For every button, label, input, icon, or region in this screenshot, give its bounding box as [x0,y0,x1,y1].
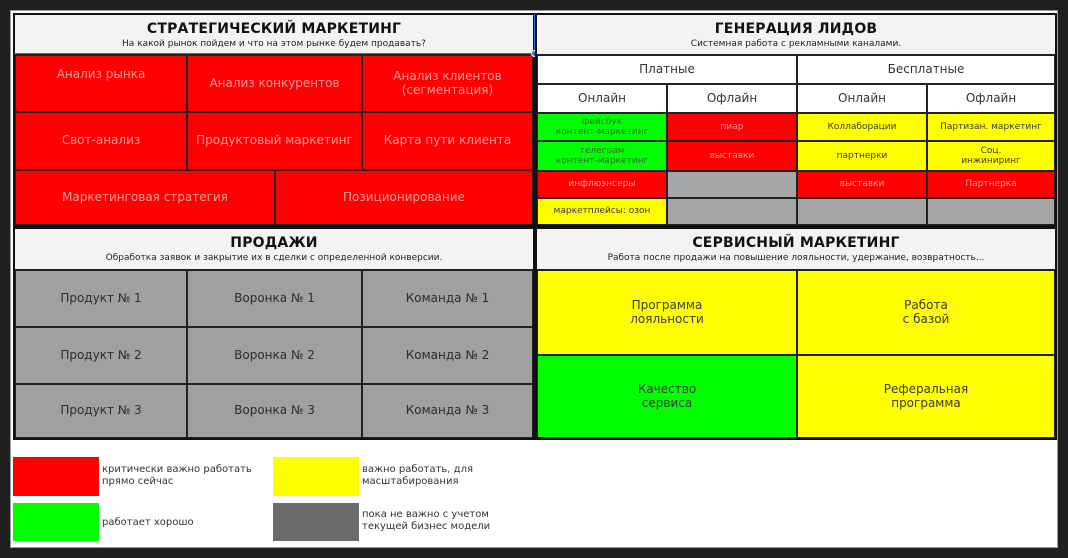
cell-funnel-1[interactable]: Воронка № 1 [187,270,362,327]
legend-label-good: работает хорошо [102,517,194,528]
sales-header[interactable] [15,229,533,270]
legend-swatch-good [13,503,99,541]
cell-empty-r3c2[interactable] [667,171,797,198]
cell-free-exhibitions[interactable]: выставки [797,171,927,198]
cell-product-2[interactable]: Продукт № 2 [15,327,187,384]
cell-paid[interactable]: Платные [537,55,797,84]
cell-team-2[interactable]: Команда № 2 [362,327,533,384]
cell-product-3[interactable]: Продукт № 3 [15,384,187,438]
cell-customer-journey[interactable]: Карта пути клиента [362,112,533,170]
sales-title: ПРОДАЖИ [230,235,318,251]
cell-referral-program[interactable]: Реферальная программа [797,355,1055,438]
service-header[interactable] [537,229,1055,270]
cell-collaborations[interactable]: Коллаборации [797,113,927,141]
service-title: СЕРВИСНЫЙ МАРКЕТИНГ [692,235,900,251]
spreadsheet-canvas [10,10,1058,548]
strategic-header[interactable] [15,15,533,55]
lead-generation-panel [535,13,1057,227]
sales-subtitle: Обработка заявок и закрытие их в сделки с определенной конверсии. [105,253,443,263]
cell-partnership[interactable]: Партнерка [927,171,1055,198]
cell-product-1[interactable]: Продукт № 1 [15,270,187,327]
cell-empty-r4c2[interactable] [667,198,797,225]
legend-swatch-not-important [273,503,359,541]
cell-telegram[interactable]: телеграм контент-маркетинг [537,141,667,171]
strategic-title: СТРАТЕГИЧЕСКИЙ МАРКЕТИНГ [146,21,402,37]
legend-swatch-critical [13,457,99,496]
leads-header[interactable] [537,15,1055,55]
cell-paid-offline[interactable]: Офлайн [667,84,797,113]
cell-pr[interactable]: пиар [667,113,797,141]
selection-border [14,53,535,54]
cell-funnel-2[interactable]: Воронка № 2 [187,327,362,384]
strategic-marketing-panel [13,13,535,227]
cell-customer-base[interactable]: Работа с базой [797,270,1055,355]
legend-swatch-important [273,457,359,496]
cell-positioning[interactable]: Позиционирование [275,170,533,225]
cell-influencers[interactable]: инфлюэнсеры [537,171,667,198]
cell-free-online[interactable]: Онлайн [797,84,927,113]
cell-empty-r4c4[interactable] [927,198,1055,225]
cell-loyalty-program[interactable]: Программа лояльности [537,270,797,355]
service-subtitle: Работа после продажи на повышение лояльности, удержание, возвратность... [607,253,985,263]
cell-swot-analysis[interactable]: Свот-анализ [15,112,187,170]
cell-product-marketing[interactable]: Продуктовый маркетинг [187,112,362,170]
cell-paid-online[interactable]: Онлайн [537,84,667,113]
cell-affiliates[interactable]: партнерки [797,141,927,171]
cell-marketplaces[interactable]: маркетплейсы: озон [537,198,667,225]
legend-label-not-important: пока не важно с учетом текущей бизнес модели [362,509,491,532]
cell-social-engineering[interactable]: Соц. инжиниринг [927,141,1055,171]
cell-client-analysis[interactable]: Анализ клиентов (сегментация) [362,55,533,112]
cell-empty-r4c3[interactable] [797,198,927,225]
cell-team-1[interactable]: Команда № 1 [362,270,533,327]
cell-team-3[interactable]: Команда № 3 [362,384,533,438]
cell-guerrilla[interactable]: Партизан. маркетинг [927,113,1055,141]
cell-facebook[interactable]: фейсбук контент-маркетинг [537,113,667,141]
leads-title: ГЕНЕРАЦИЯ ЛИДОВ [714,21,878,37]
cell-paid-exhibitions[interactable]: выставки [667,141,797,171]
cell-marketing-strategy[interactable]: Маркетинговая стратегия [15,170,275,225]
cell-free[interactable]: Бесплатные [797,55,1055,84]
cell-service-quality[interactable]: Качество сервиса [537,355,797,438]
legend-label-critical: критически важно работать прямо сейчас [102,464,252,487]
legend-label-important: важно работать, для масштабирования [362,464,473,487]
leads-subtitle: Системная работа с рекламными каналами. [690,39,902,49]
strategic-subtitle: На какой рынок пойдем и что на этом рынке будем продавать? [122,39,426,49]
sales-panel [13,227,535,440]
cell-funnel-3[interactable]: Воронка № 3 [187,384,362,438]
cell-competitor-analysis[interactable]: Анализ конкурентов [187,55,362,112]
cell-free-offline[interactable]: Офлайн [927,84,1055,113]
service-marketing-panel [535,227,1057,440]
cell-market-analysis[interactable]: Анализ рынка [15,55,187,112]
